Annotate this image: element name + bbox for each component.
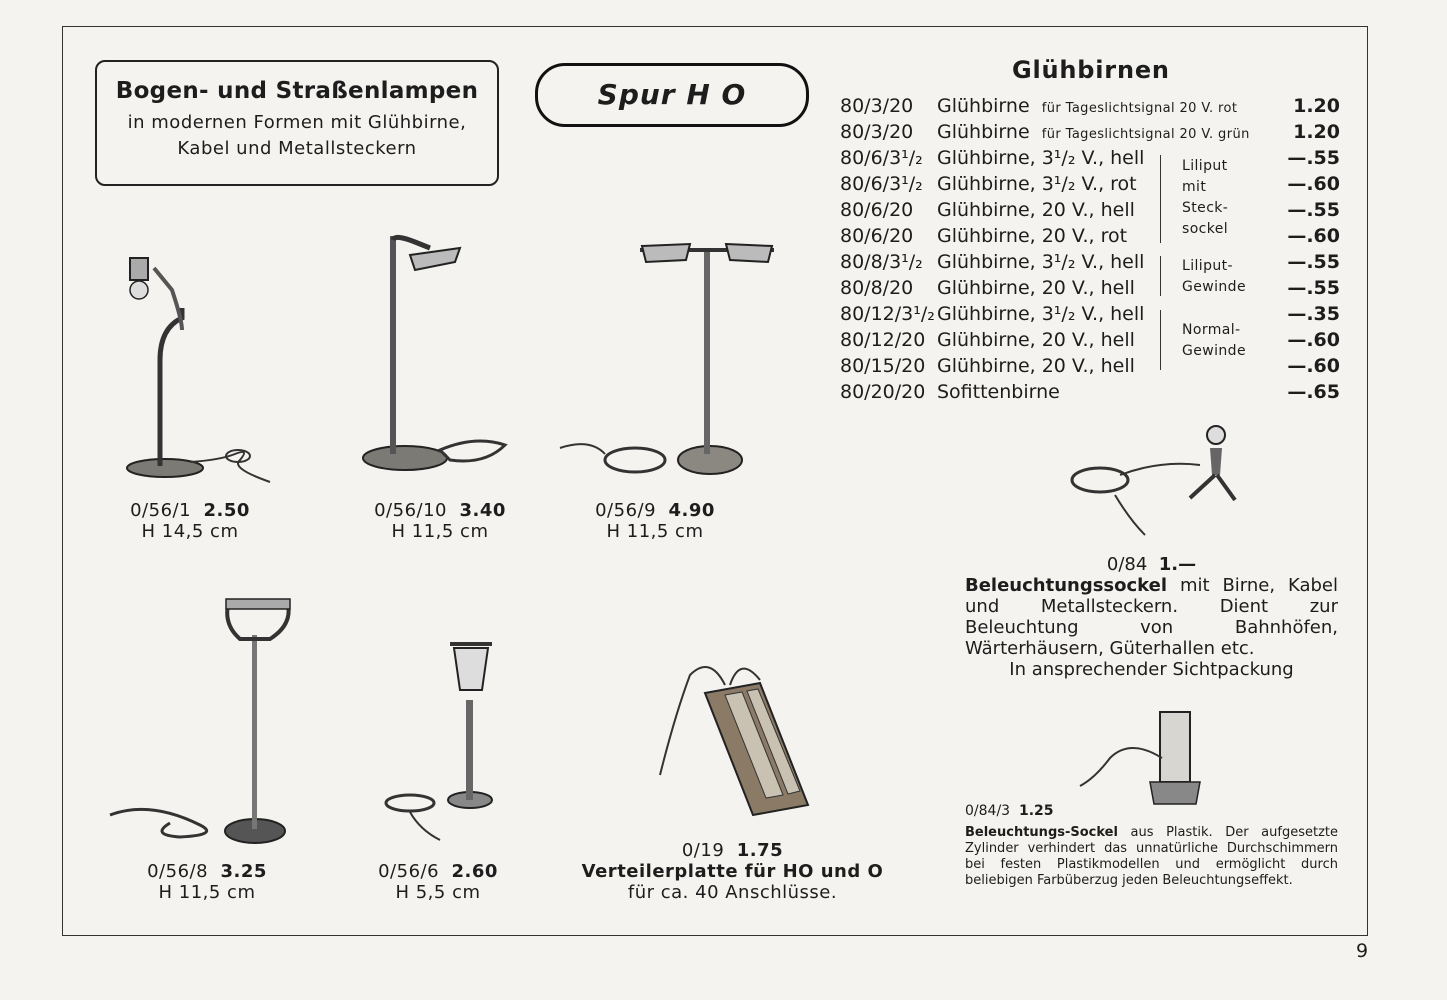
product-price: 2.60: [451, 861, 498, 882]
product-code: 0/56/6: [378, 861, 440, 882]
bulb-code: 80/15/20: [840, 355, 926, 377]
bulb-code: 80/20/20: [840, 381, 926, 403]
product-height: H 11,5 cm: [606, 521, 704, 542]
lamp-0-56-8-image: [110, 595, 300, 855]
product-title: Beleuchtungs-Sockel: [965, 825, 1118, 840]
group-line: mit: [1182, 179, 1207, 195]
description-0-84: [965, 554, 1338, 680]
group-line: Steck-: [1182, 200, 1229, 216]
bottom-rule: [62, 935, 1368, 936]
product-code: 0/19: [681, 840, 725, 861]
group-line: Gewinde: [1182, 343, 1246, 359]
distributor-plate-image: [650, 655, 820, 825]
bulb-name: [937, 95, 1237, 117]
bulb-code: 80/6/20: [840, 225, 914, 247]
bulbs-title: Glühbirnen: [1012, 56, 1170, 84]
product-title: Beleuchtungssockel: [965, 575, 1168, 596]
bulb-name: Glühbirne, 3¹/₂ V., rot: [937, 173, 1137, 195]
bulb-name: Glühbirne, 20 V., hell: [937, 355, 1135, 377]
group-line: Liliput: [1182, 158, 1228, 174]
bulb-code: 80/8/20: [840, 277, 914, 299]
caption-0-56-6: [358, 861, 518, 903]
lamps-title-box: [95, 60, 499, 186]
bulb-name: Glühbirne, 20 V., rot: [937, 225, 1128, 247]
group-brace: [1160, 155, 1161, 243]
product-price: 1.75: [736, 840, 784, 861]
bulb-price: —.60: [1287, 329, 1340, 351]
bulb-price: —.55: [1287, 251, 1340, 273]
bulb-name: Glühbirne, 3¹/₂ V., hell: [937, 147, 1145, 169]
page-number: 9: [1356, 940, 1369, 962]
bulb-price: —.55: [1287, 147, 1340, 169]
bulb-name-text: Glühbirne: [937, 95, 1030, 117]
caption-0-56-1: [110, 500, 270, 542]
lamps-title: Bogen- und Straßenlampen: [115, 78, 479, 104]
group-line: Normal-: [1182, 322, 1241, 338]
caption-0-19: [580, 840, 885, 903]
bulb-name: Glühbirne, 20 V., hell: [937, 199, 1135, 221]
product-height: H 11,5 cm: [391, 521, 489, 542]
bulb-name: Sofittenbirne: [937, 381, 1060, 403]
bulb-name: Glühbirne, 20 V., hell: [937, 329, 1135, 351]
lamp-0-56-1-image: [120, 250, 280, 490]
product-title: Verteilerplatte für HO und O: [581, 861, 884, 882]
bulb-code: 80/12/3¹/₂: [840, 303, 935, 325]
group-line: sockel: [1182, 221, 1229, 237]
group-line: Liliput-: [1182, 258, 1233, 274]
product-code: 0/56/1: [130, 500, 192, 521]
group-label-liliput-steck: [1182, 156, 1228, 240]
bulb-price: —.60: [1287, 173, 1340, 195]
bulb-name: Glühbirne, 3¹/₂ V., hell: [937, 303, 1145, 325]
bulb-name: Glühbirne, 3¹/₂ V., hell: [937, 251, 1145, 273]
lamp-0-56-10-image: [355, 230, 525, 480]
product-code: 0/56/10: [374, 500, 447, 521]
product-height: H 14,5 cm: [141, 521, 239, 542]
lamps-subtitle-1: in modernen Formen mit Glühbirne,: [127, 112, 467, 133]
bulb-code: 80/12/20: [840, 329, 926, 351]
bulb-note: für Tageslichtsignal 20 V. rot: [1041, 101, 1238, 116]
product-price: 1.25: [1018, 803, 1054, 819]
product-description: mit Birne, Kabel und Metallsteckern. Dient zur Beleuchtung von Bahnhöfen, Wärterhäusern, Güterhallen etc.: [965, 575, 1338, 659]
bulb-code: 80/3/20: [840, 95, 914, 117]
bulb-name: [937, 121, 1250, 143]
bulb-name-text: Glühbirne: [937, 121, 1030, 143]
bulb-code: 80/6/3¹/₂: [840, 147, 923, 169]
lighting-socket-image: [1060, 420, 1250, 540]
bulb-price: —.60: [1287, 225, 1340, 247]
bulb-price: 1.20: [1293, 95, 1340, 117]
group-line: Gewinde: [1182, 279, 1246, 295]
bulb-price: 1.20: [1293, 121, 1340, 143]
bulb-code: 80/6/20: [840, 199, 914, 221]
lamp-0-56-6-image: [380, 640, 520, 850]
bulb-price: —.55: [1287, 199, 1340, 221]
bulb-price: —.60: [1287, 355, 1340, 377]
product-code: 0/56/9: [595, 500, 657, 521]
product-price: 2.50: [203, 500, 250, 521]
bulb-code: 80/6/3¹/₂: [840, 173, 923, 195]
bulb-price: —.65: [1287, 381, 1340, 403]
bulb-code: 80/3/20: [840, 121, 914, 143]
lamp-0-56-9-image: [560, 238, 750, 478]
group-label-liliput-gewinde: [1182, 256, 1246, 298]
bulb-code: 80/8/3¹/₂: [840, 251, 923, 273]
product-description: aus Plastik. Der aufgesetzte Zylinder verhindert das unnatürliche Durchschimmern bei festen Plastikmodellen und ermöglicht durch beliebigen Farbüberzug jeden Beleuchtungseffekt.: [965, 825, 1338, 888]
product-packaging: In ansprechender Sichtpackung: [1009, 659, 1294, 680]
product-price: 3.25: [220, 861, 267, 882]
group-brace: [1160, 256, 1161, 296]
product-price: 1.—: [1158, 554, 1197, 575]
bulb-name: Glühbirne, 20 V., hell: [937, 277, 1135, 299]
plastic-socket-image: [1080, 708, 1210, 813]
product-height: H 5,5 cm: [395, 882, 481, 903]
caption-0-56-10: [360, 500, 520, 542]
description-0-84-3: [965, 803, 1338, 889]
group-label-normal-gewinde: [1182, 320, 1246, 362]
product-price: 3.40: [459, 500, 506, 521]
bulb-price: —.55: [1287, 277, 1340, 299]
product-price: 4.90: [668, 500, 715, 521]
lamps-subtitle-2: Kabel und Metallsteckern: [177, 138, 417, 159]
product-code: 0/84: [1106, 554, 1148, 575]
product-code: 0/84/3: [965, 803, 1011, 819]
product-height: H 11,5 cm: [158, 882, 256, 903]
spur-ho-badge: Spur H O: [535, 63, 809, 127]
caption-0-56-9: [575, 500, 735, 542]
bulb-price: —.35: [1287, 303, 1340, 325]
product-subtitle: für ca. 40 Anschlüsse.: [627, 882, 838, 903]
group-brace: [1160, 310, 1161, 370]
product-code: 0/56/8: [147, 861, 209, 882]
caption-0-56-8: [127, 861, 287, 903]
bulb-note: für Tageslichtsignal 20 V. grün: [1041, 127, 1250, 142]
